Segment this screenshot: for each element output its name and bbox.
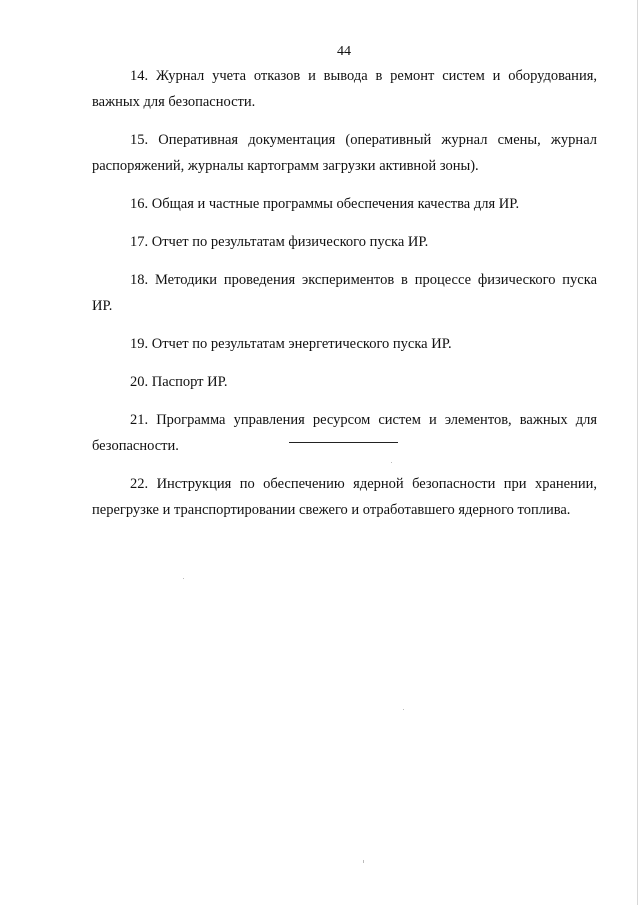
item-number: 20. [130,374,149,390]
scan-edge [637,0,638,905]
list-item [92,229,597,255]
scan-speck [183,578,184,579]
list-item [92,267,597,319]
list-item [92,407,597,459]
item-text: Общая и частные программы обеспечения качества для ИР. [151,196,520,212]
item-text: Методики проведения экспериментов в процессе физического пуска ИР. [92,272,598,314]
item-text: Отчет по результатам энергетического пуска ИР. [151,336,452,352]
scan-speck [363,860,364,863]
item-text: Программа управления ресурсом систем и элементов, важных для безопасности. [92,412,597,454]
list-item [92,331,597,357]
list-item [92,127,597,179]
item-number: 14. [130,68,149,84]
list-item [92,191,597,217]
document-list [92,63,597,535]
list-item [92,471,597,523]
scan-speck [391,462,392,463]
item-text: Журнал учета отказов и вывода в ремонт систем и оборудования, важных для безопасности. [92,68,597,110]
item-number: 17. [130,234,149,250]
list-item [92,369,597,395]
scan-speck [403,709,404,710]
item-number: 18. [130,272,149,288]
item-text: Отчет по результатам физического пуска ИР. [151,234,429,250]
item-number: 22. [130,476,149,492]
item-number: 16. [130,196,149,212]
item-text: Паспорт ИР. [151,374,228,390]
item-number: 19. [130,336,149,352]
item-number: 21. [130,412,149,428]
item-text: Оперативная документация (оперативный журнал смены, журнал распоряжений, журналы картограмм загрузки активной зоны). [92,132,597,174]
item-text: Инструкция по обеспечению ядерной безопасности при хранении, перегрузке и транспортировании свежего и отработавшего ядерного топлива. [92,476,597,518]
end-divider [289,442,398,443]
page-number: 44 [337,44,351,59]
list-item [92,63,597,115]
item-number: 15. [130,132,149,148]
